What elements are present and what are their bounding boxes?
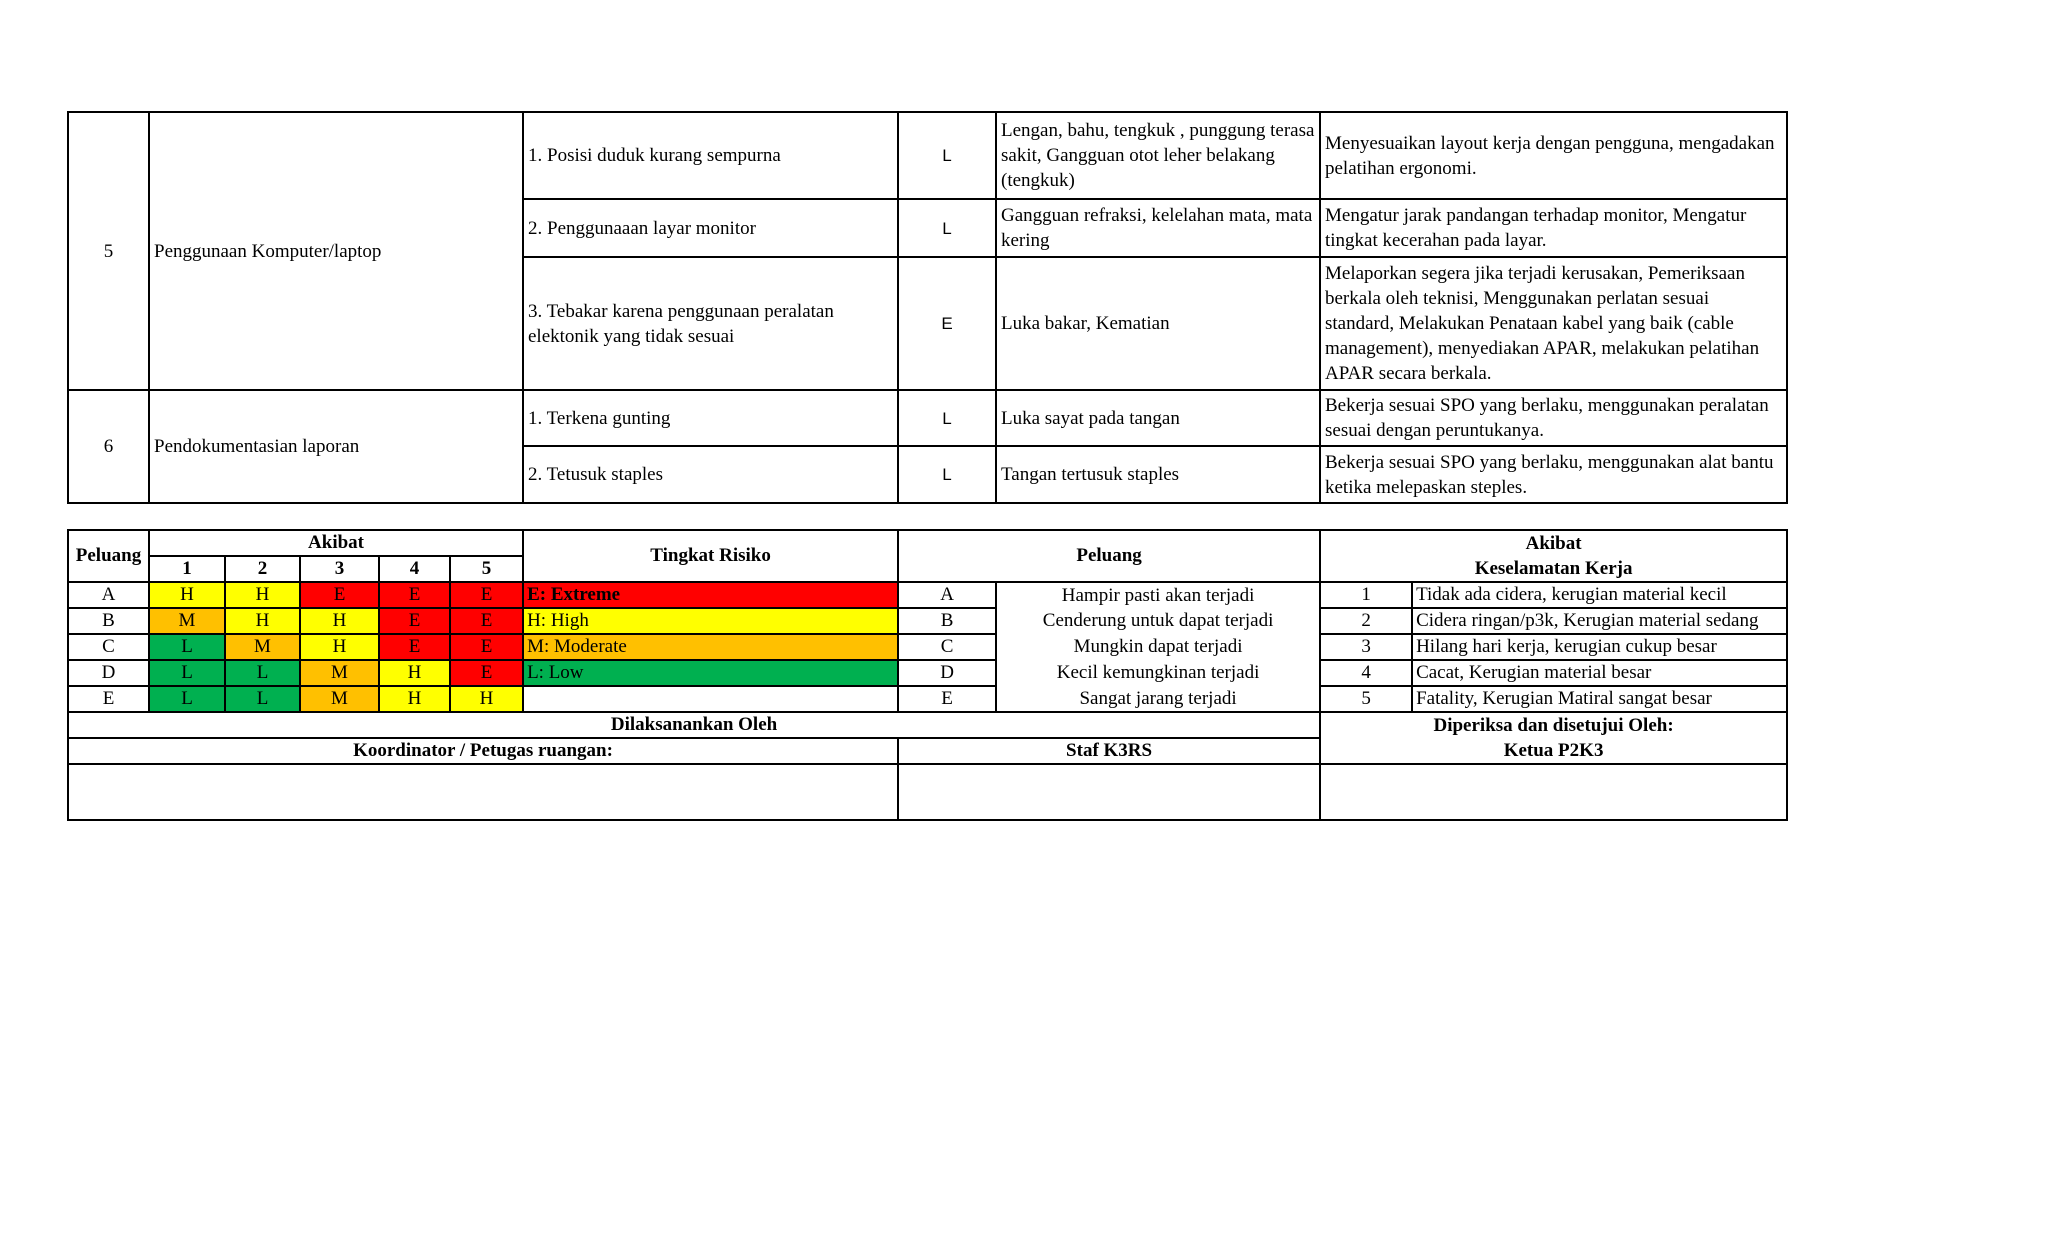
hazard-cell: 2. Penggunaaan layar monitor <box>523 199 898 257</box>
matrix-cell: H <box>149 582 225 608</box>
hazard-cell: 1. Terkena gunting <box>523 390 898 446</box>
tingkat-risiko-header: Tingkat Risiko <box>523 530 898 582</box>
activity-cell: Pendokumentasian laporan <box>149 390 523 503</box>
control-cell: Bekerja sesuai SPO yang berlaku, menggunakan alat bantu ketika melepaskan steples. <box>1320 446 1787 503</box>
chair-signature-cell <box>1320 764 1787 820</box>
matrix-cell: L <box>149 660 225 686</box>
risk-level-cell: L <box>898 390 996 446</box>
matrix-cell: H <box>450 686 523 712</box>
peluang-code: A <box>898 582 996 608</box>
akibat-desc: Fatality, Kerugian Matiral sangat besar <box>1412 686 1787 712</box>
table-row <box>68 112 1787 199</box>
peluang-desc: Kecil kemungkinan terjadi <box>996 660 1320 686</box>
activity-cell: Penggunaan Komputer/laptop <box>149 112 523 390</box>
hazard-cell: 2. Tetusuk staples <box>523 446 898 503</box>
matrix-cell: E <box>450 660 523 686</box>
peluang-code: B <box>898 608 996 634</box>
control-cell: Bekerja sesuai SPO yang berlaku, menggunakan peralatan sesuai dengan peruntukanya. <box>1320 390 1787 446</box>
akibat-desc: Tidak ada cidera, kerugian material kecil <box>1412 582 1787 608</box>
matrix-row <box>68 582 1787 608</box>
severity-col-5: 5 <box>450 556 523 582</box>
matrix-cell: H <box>300 634 379 660</box>
risk-level-cell: L <box>898 199 996 257</box>
control-cell: Melaporkan segera jika terjadi kerusakan, Pemeriksaan berkala oleh teknisi, Menggunakan perlatan sesuai standard, Melakukan Penataan kabel yang baik (cable management), menyediakan APAR, melakukan pelatihan APAR secara berkala. <box>1320 257 1787 390</box>
impact-cell: Luka sayat pada tangan <box>996 390 1320 446</box>
severity-col-2: 2 <box>225 556 300 582</box>
matrix-cell: H <box>300 608 379 634</box>
matrix-cell: M <box>300 686 379 712</box>
matrix-cell: E <box>379 582 450 608</box>
matrix-row <box>68 686 1787 712</box>
signature-header-row <box>68 712 1787 738</box>
akibat-code: 3 <box>1320 634 1412 660</box>
matrix-cell: L <box>149 634 225 660</box>
legend-empty <box>523 686 898 712</box>
akibat-code: 4 <box>1320 660 1412 686</box>
matrix-cell: E <box>379 608 450 634</box>
risk-matrix-table <box>67 529 1788 821</box>
impact-cell: Luka bakar, Kematian <box>996 257 1320 390</box>
akibat-desc: Hilang hari kerja, kerugian cukup besar <box>1412 634 1787 660</box>
akibat-code: 2 <box>1320 608 1412 634</box>
hazard-cell: 3. Tebakar karena penggunaan peralatan elektonik yang tidak sesuai <box>523 257 898 390</box>
matrix-cell: L <box>149 686 225 712</box>
approved-by-label: Diperiksa dan disetujui Oleh: <box>1320 712 1787 738</box>
matrix-cell: E <box>300 582 379 608</box>
likelihood-label: D <box>68 660 149 686</box>
hazard-table <box>67 111 1788 504</box>
impact-cell: Lengan, bahu, tengkuk , punggung terasa sakit, Gangguan otot leher belakang (tengkuk) <box>996 112 1320 199</box>
matrix-row <box>68 634 1787 660</box>
matrix-row <box>68 660 1787 686</box>
akibat-header: Akibat <box>149 530 523 556</box>
matrix-cell: M <box>149 608 225 634</box>
likelihood-label: B <box>68 608 149 634</box>
matrix-cell: H <box>379 660 450 686</box>
matrix-cell: E <box>379 634 450 660</box>
matrix-header-row <box>68 530 1787 556</box>
control-cell: Menyesuaikan layout kerja dengan pengguna, mengadakan pelatihan ergonomi. <box>1320 112 1787 199</box>
row-number: 5 <box>68 112 149 390</box>
matrix-cell: H <box>379 686 450 712</box>
risk-level-cell: L <box>898 446 996 503</box>
hazard-cell: 1. Posisi duduk kurang sempurna <box>523 112 898 199</box>
coordinator-signature-cell <box>68 764 898 820</box>
matrix-cell: E <box>450 634 523 660</box>
executed-by-label: Dilaksanankan Oleh <box>68 712 1320 738</box>
legend-moderate: M: Moderate <box>523 634 898 660</box>
legend-extreme: E: Extreme <box>523 582 898 608</box>
staff-signature-cell <box>898 764 1320 820</box>
akibat-code: 5 <box>1320 686 1412 712</box>
table-row <box>68 390 1787 446</box>
likelihood-label: A <box>68 582 149 608</box>
legend-high: H: High <box>523 608 898 634</box>
akibat-code: 1 <box>1320 582 1412 608</box>
severity-col-4: 4 <box>379 556 450 582</box>
akibat-desc: Cacat, Kerugian material besar <box>1412 660 1787 686</box>
matrix-cell: L <box>225 686 300 712</box>
signature-row <box>68 764 1787 820</box>
peluang-desc: Sangat jarang terjadi <box>996 686 1320 712</box>
chair-label: Ketua P2K3 <box>1320 738 1787 764</box>
matrix-cell: H <box>225 608 300 634</box>
matrix-cell: E <box>450 582 523 608</box>
peluang-code: C <box>898 634 996 660</box>
risk-level-cell: E <box>898 257 996 390</box>
peluang-desc-header: Peluang <box>898 530 1320 582</box>
row-number: 6 <box>68 390 149 503</box>
likelihood-label: E <box>68 686 149 712</box>
legend-low: L: Low <box>523 660 898 686</box>
matrix-cell: E <box>450 608 523 634</box>
matrix-cell: H <box>225 582 300 608</box>
impact-cell: Gangguan refraksi, kelelahan mata, mata kering <box>996 199 1320 257</box>
severity-col-1: 1 <box>149 556 225 582</box>
severity-col-3: 3 <box>300 556 379 582</box>
staff-label: Staf K3RS <box>898 738 1320 764</box>
likelihood-label: C <box>68 634 149 660</box>
matrix-cell: M <box>300 660 379 686</box>
peluang-code: D <box>898 660 996 686</box>
akibat-desc-header: Akibat <box>1320 530 1787 556</box>
control-cell: Mengatur jarak pandangan terhadap monitor, Mengatur tingkat kecerahan pada layar. <box>1320 199 1787 257</box>
keselamatan-kerja-header: Keselamatan Kerja <box>1320 556 1787 582</box>
matrix-row <box>68 608 1787 634</box>
impact-cell: Tangan tertusuk staples <box>996 446 1320 503</box>
akibat-desc: Cidera ringan/p3k, Kerugian material sedang <box>1412 608 1787 634</box>
peluang-desc: Hampir pasti akan terjadi <box>996 582 1320 608</box>
peluang-code: E <box>898 686 996 712</box>
coordinator-label: Koordinator / Petugas ruangan: <box>68 738 898 764</box>
peluang-desc: Cenderung untuk dapat terjadi <box>996 608 1320 634</box>
signature-header-row <box>68 738 1787 764</box>
peluang-header: Peluang <box>68 530 149 582</box>
matrix-cell: M <box>225 634 300 660</box>
peluang-desc: Mungkin dapat terjadi <box>996 634 1320 660</box>
risk-level-cell: L <box>898 112 996 199</box>
matrix-cell: L <box>225 660 300 686</box>
